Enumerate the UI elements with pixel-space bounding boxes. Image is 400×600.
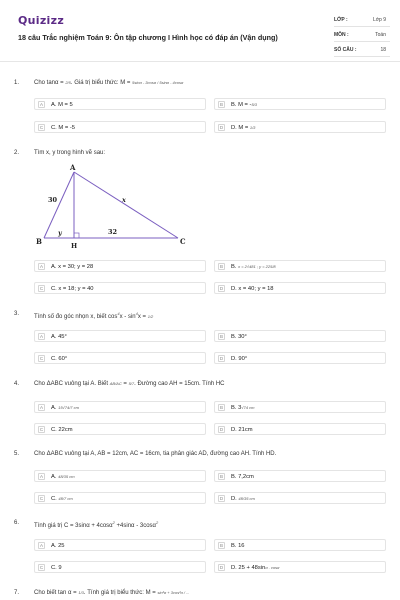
- question-number: 1.: [14, 80, 20, 86]
- side-ac: [74, 172, 178, 238]
- worksheet-header: [0, 0, 400, 62]
- option-a[interactable]: [34, 401, 206, 413]
- option-b[interactable]: [214, 330, 386, 342]
- option-letter: C: [39, 125, 44, 130]
- option-b[interactable]: [214, 470, 386, 482]
- option-c[interactable]: [34, 121, 206, 133]
- label-bh: y: [58, 229, 62, 237]
- quizizz-logo: Quizizz: [18, 14, 65, 27]
- meta-row-subject: [334, 29, 390, 42]
- option-d[interactable]: [214, 121, 386, 133]
- option-letter: A: [39, 405, 43, 410]
- label-h: H: [71, 242, 78, 250]
- option-d[interactable]: [214, 492, 386, 504]
- question-text: Cho tanα = 2/5. Giá trị biểu thức: M = 5sinα - 3cosα / 5sinα - 4cosα: [34, 80, 184, 86]
- option-letter: A: [39, 264, 43, 269]
- option-letter: A: [39, 474, 43, 479]
- option-letter: B: [219, 474, 223, 479]
- option-text: C. 48/7 cm: [51, 495, 73, 502]
- option-a[interactable]: [34, 470, 206, 482]
- option-text: B. 3√74 cm: [231, 404, 255, 411]
- option-text: A. x = 30; y = 28: [51, 263, 94, 270]
- option-letter: D: [219, 356, 224, 361]
- triangle-svg: [34, 164, 194, 250]
- question-text: Tìm x, y trong hình vẽ sau:: [34, 150, 106, 156]
- option-letter: A: [39, 102, 43, 107]
- option-text: A. 25: [51, 542, 65, 549]
- option-text: D. x = 40; y = 18: [231, 285, 274, 292]
- option-text: A. 45°: [51, 333, 67, 340]
- option-c[interactable]: [34, 561, 206, 573]
- label-hc: 32: [108, 228, 118, 236]
- meta-value: 18: [380, 47, 386, 53]
- option-text: C. 9: [51, 564, 62, 571]
- label-b: B: [36, 237, 42, 246]
- question-number: 3.: [14, 311, 20, 317]
- option-text: A. 15√74/7 cm: [51, 404, 79, 411]
- question-text: Cho ΔABC vuông tại A. Biết AB/AC = 5/7. Đường cao AH = 15cm. Tính HC: [34, 381, 225, 387]
- question-text: Tính số đo góc nhọn x, biết $\cos^4x - \sin^4x = 1/2$: [34, 311, 154, 320]
- triangle-diagram: [34, 164, 194, 250]
- option-letter: D: [219, 496, 224, 501]
- option-text: B. 16: [231, 542, 245, 549]
- option-letter: A: [39, 543, 43, 548]
- right-angle-mark: [74, 233, 79, 238]
- option-d[interactable]: [214, 423, 386, 435]
- meta-key: LỚP :: [334, 17, 348, 23]
- option-c[interactable]: [34, 352, 206, 364]
- option-letter: C: [39, 356, 44, 361]
- meta-row-class: [334, 14, 390, 27]
- option-letter: C: [39, 286, 44, 291]
- option-letter: B: [219, 405, 223, 410]
- question-text: Tính giá trị C = 3sinα + 4cosα$^2$ +4sinα - 3cosα$^2$: [34, 520, 159, 529]
- option-text: D. 25 + 48sinα . cosα: [231, 564, 280, 571]
- option-text: B. 7,2cm: [231, 473, 254, 480]
- label-c: C: [180, 237, 186, 246]
- page-title: 18 câu Trắc nghiệm Toán 9: Ôn tập chương I Hình học có đáp án (Vận dụng): [18, 33, 278, 42]
- option-c[interactable]: [34, 492, 206, 504]
- meta-value: Lớp 9: [372, 17, 386, 23]
- option-letter: D: [219, 565, 224, 570]
- option-c[interactable]: [34, 282, 206, 294]
- option-b[interactable]: [214, 401, 386, 413]
- question-number: 7.: [14, 590, 20, 596]
- option-text: C. 60°: [51, 355, 68, 362]
- option-letter: D: [219, 286, 224, 291]
- question-text: Cho ΔABC vuông tại A, AB = 12cm, AC = 16cm, tia phân giác AD, đường cao AH. Tính HD.: [34, 451, 277, 457]
- option-a[interactable]: [34, 260, 206, 272]
- option-c[interactable]: [34, 423, 206, 435]
- option-text: B. x = 2√481 ; y = 225/8: [231, 263, 276, 270]
- option-a[interactable]: [34, 539, 206, 551]
- option-letter: D: [219, 125, 224, 130]
- option-letter: B: [219, 334, 223, 339]
- option-a[interactable]: [34, 330, 206, 342]
- question-number: 2.: [14, 150, 20, 156]
- option-letter: B: [219, 264, 223, 269]
- option-letter: C: [39, 427, 44, 432]
- meta-key: SỐ CÂU :: [334, 47, 357, 53]
- option-text: C. M = -5: [51, 124, 75, 131]
- meta-row-count: [334, 44, 390, 57]
- option-b[interactable]: [214, 98, 386, 110]
- question-number: 4.: [14, 381, 20, 387]
- question-number: 5.: [14, 451, 20, 457]
- option-letter: B: [219, 102, 223, 107]
- option-d[interactable]: [214, 352, 386, 364]
- option-letter: C: [39, 496, 44, 501]
- option-text: C. x = 18; y = 40: [51, 285, 94, 292]
- option-a[interactable]: [34, 98, 206, 110]
- option-letter: A: [39, 334, 43, 339]
- option-text: D. 90°: [231, 355, 248, 362]
- option-d[interactable]: [214, 282, 386, 294]
- option-text: A. M = 5: [51, 101, 73, 108]
- option-text: A. 48/35 cm: [51, 473, 75, 480]
- label-a: A: [70, 164, 76, 172]
- option-letter: D: [219, 427, 224, 432]
- option-text: B. M = -5/3: [231, 101, 258, 108]
- option-d[interactable]: [214, 561, 386, 573]
- option-text: C. 22cm: [51, 426, 73, 433]
- option-letter: B: [219, 543, 223, 548]
- meta-value: Toán: [375, 32, 386, 38]
- meta-key: MÔN :: [334, 32, 349, 38]
- option-text: B. 30°: [231, 333, 247, 340]
- option-text: D. M = 1/3: [231, 124, 256, 131]
- option-letter: C: [39, 565, 44, 570]
- question-text: Cho biết tan α = 1/3. Tính giá trị biểu thức: M = sin²α + 3cos²α / ...: [34, 590, 190, 596]
- label-ac: x: [122, 196, 126, 204]
- question-number: 6.: [14, 520, 20, 526]
- option-b[interactable]: [214, 260, 386, 272]
- option-text: D. 21cm: [231, 426, 253, 433]
- option-text: D. 48/35 cm: [231, 495, 255, 502]
- label-ab: 30: [48, 196, 58, 204]
- option-b[interactable]: [214, 539, 386, 551]
